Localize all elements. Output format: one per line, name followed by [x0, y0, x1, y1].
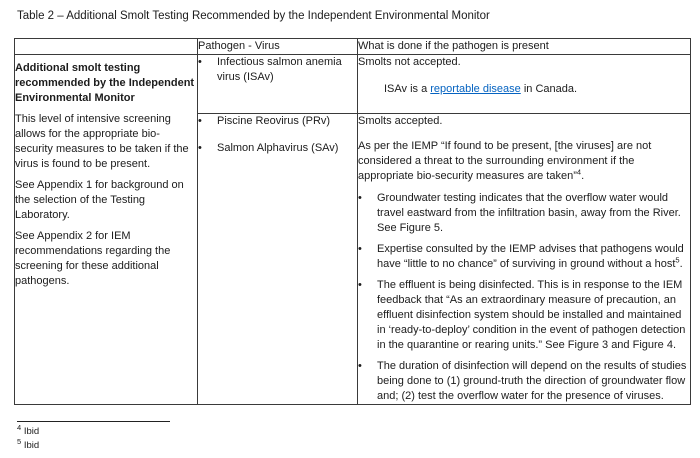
reportable-disease-link[interactable]: reportable disease	[430, 83, 521, 95]
action-cell-isav	[358, 55, 691, 114]
pathogen-name: Piscine Reovirus (PRv)	[217, 115, 331, 127]
bullet-text-duration: The duration of disinfection will depend on the results of studies being done to (1) ground-truth the direction of groundwater flow and; (2) test the overflow water for the presence of viruses.	[377, 360, 687, 402]
bullet-text-effluent: The effluent is being disinfected. This is in response to the IEM feedback that “As an extraordinary measure of precaution, an effluent disinfection system should be installed and maintained in ‘ready-to-deploy’ condition in the event of pathogen detection in the quarantine or rearing units.” See Figure 3 and Figure 4.	[377, 279, 686, 351]
bullet-text-groundwater: Groundwater testing indicates that the overflow water would travel eastward from the infiltration basin, away from the River. See Figure 5.	[377, 192, 681, 234]
action-line-not-accepted: Smolts not accepted.	[358, 56, 461, 68]
document-title: Table 2 – Additional Smolt Testing Recommended by the Independent Environmental Monitor	[17, 10, 490, 22]
header-cell-empty	[15, 39, 198, 55]
pathogen-cell-prv-sav	[198, 114, 358, 405]
action-bullet-list	[358, 191, 690, 404]
header-cell-action: What is done if the pathogen is present	[358, 39, 691, 55]
left-cell-para-screening: This level of intensive screening allows for the appropriate bio-security measures to be taken if the virus is found to be present.	[15, 113, 189, 170]
pathogen-cell-isav	[198, 55, 358, 114]
left-cell-para-appendix1: See Appendix 1 for background on the selection of the Testing Laboratory.	[15, 179, 184, 221]
footnote-5: $^5$ Ibid	[17, 436, 40, 451]
action-line-reportable	[358, 82, 690, 97]
left-cell-heading: Additional smolt testing recommended by the Independent Environmental Monitor	[15, 62, 195, 104]
bullet-icon: •	[198, 115, 202, 127]
iemp-quote-paragraph	[358, 139, 690, 184]
bullet-icon: •	[198, 56, 202, 68]
list-item	[358, 278, 690, 353]
list-item	[358, 191, 690, 236]
footnote-separator	[17, 421, 170, 422]
pathogen-name: Salmon Alphavirus (SAv)	[217, 142, 339, 154]
left-description-cell	[15, 55, 198, 405]
header-cell-pathogen-virus: Pathogen - Virus	[198, 39, 358, 55]
footnotes-block	[17, 422, 40, 452]
pathogen-name: Infectious salmon anemia virus (ISAv)	[217, 56, 342, 83]
table-row-isav	[15, 55, 691, 114]
bullet-text-expertise: Expertise consulted by the IEMP advises that pathogens would have “little to no chance” of surviving in ground without a host$^5$.	[377, 243, 684, 270]
footnote-ref-4: 4	[576, 167, 582, 177]
footnote-ref-5: 5	[675, 255, 680, 265]
bullet-icon: •	[358, 279, 362, 291]
iemp-quote-suffix: .	[581, 170, 585, 182]
list-item	[198, 141, 357, 156]
list-item	[198, 55, 357, 85]
action-cell-accepted	[358, 114, 691, 405]
list-item	[358, 242, 690, 272]
action-line-accepted: Smolts accepted.	[358, 115, 443, 127]
bullet-icon: •	[358, 243, 362, 255]
reportable-suffix: in Canada.	[520, 83, 578, 95]
bullet-icon: •	[358, 360, 362, 372]
bullet-icon: •	[198, 142, 202, 154]
iemp-quote-text: As per the IEMP “If found to be present, [the viruses] are not considered a threat to the surrounding environment if the appropriate bio-security measures are taken”	[358, 140, 652, 182]
list-item	[358, 359, 690, 404]
list-item	[198, 114, 357, 129]
bullet-icon: •	[358, 192, 362, 204]
smolt-testing-table	[14, 38, 691, 405]
table-header-row	[15, 39, 691, 55]
reportable-prefix: ISAv is a	[384, 83, 431, 95]
footnote-4: $^4$ Ibid	[17, 422, 40, 437]
left-cell-para-appendix2: See Appendix 2 for IEM recommendations regarding the screening for these additional pathogens.	[15, 230, 171, 287]
